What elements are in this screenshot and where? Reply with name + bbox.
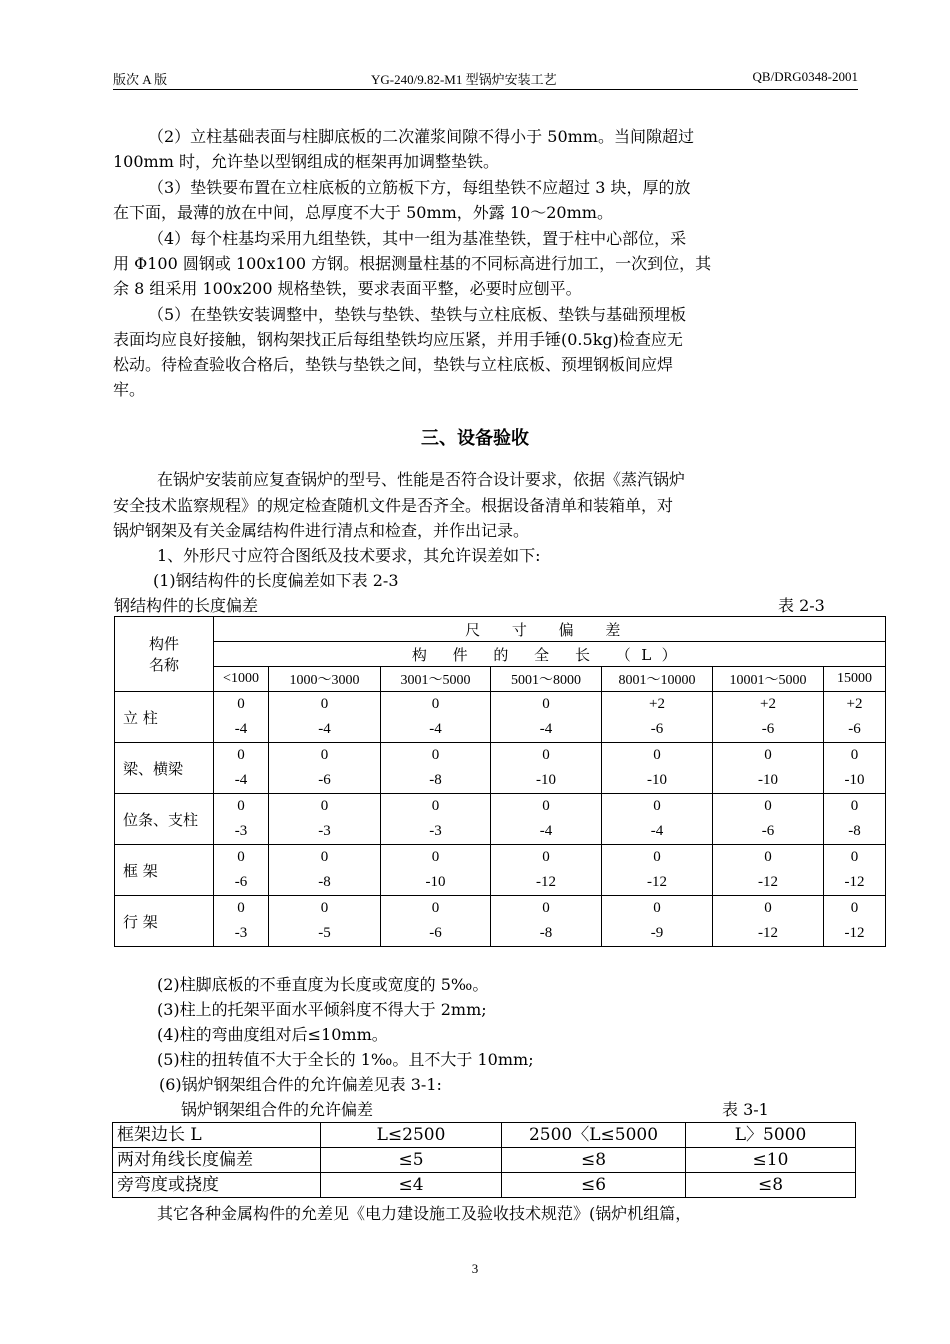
table-caption: 钢结构件的长度偏差 bbox=[114, 596, 259, 615]
tolerance-cell bbox=[602, 845, 713, 896]
lower-tolerance: -12 bbox=[647, 874, 667, 890]
table-cell: ≤6 bbox=[502, 1173, 686, 1198]
tolerance-cell bbox=[713, 845, 824, 896]
tolerance-cell bbox=[824, 692, 886, 743]
frame-assembly-table bbox=[112, 1122, 856, 1198]
lower-tolerance: -3 bbox=[318, 823, 331, 839]
table-row bbox=[115, 743, 886, 794]
tolerance-cell bbox=[713, 794, 824, 845]
tolerance-cell bbox=[824, 845, 886, 896]
intro-line: 松动。待检查验收合格后，垫铁与垫铁之间，垫铁与立柱底板、预埋钢板间应焊 bbox=[113, 355, 674, 374]
upper-tolerance: 0 bbox=[653, 798, 661, 814]
upper-tolerance: 0 bbox=[850, 849, 859, 865]
section-line: 锅炉钢架及有关金属结构件进行清点和检查，并作出记录。 bbox=[113, 521, 530, 540]
upper-tolerance: 0 bbox=[764, 849, 772, 865]
table-cell: ≤5 bbox=[321, 1148, 502, 1173]
requirement-item: (4)柱的弯曲度组对后≤10mm。 bbox=[157, 1025, 388, 1044]
tolerance-cell bbox=[491, 845, 602, 896]
upper-tolerance: 0 bbox=[320, 696, 329, 712]
section-title: 三、设备验收 bbox=[421, 428, 529, 449]
lower-tolerance: -4 bbox=[429, 721, 442, 737]
closing-line: 其它各种金属构件的允差见《电力建设施工及验收技术规范》(锅炉机组篇， bbox=[157, 1204, 692, 1223]
upper-tolerance: 0 bbox=[431, 849, 440, 865]
tolerance-cell bbox=[491, 743, 602, 794]
lower-tolerance: -12 bbox=[844, 874, 865, 890]
upper-tolerance: 0 bbox=[850, 900, 859, 916]
intro-line: （3）垫铁要布置在立柱底板的立筋板下方，每组垫铁不应超过 3 块，厚的放 bbox=[148, 178, 691, 197]
lower-tolerance: -6 bbox=[318, 772, 331, 788]
upper-tolerance: +2 bbox=[846, 696, 863, 712]
header-doc-code: QB/DRG0348-2001 bbox=[752, 69, 858, 84]
upper-tolerance: 0 bbox=[431, 747, 440, 763]
intro-line: 100mm 时，允许垫以型钢组成的框架再加调整垫铁。 bbox=[113, 152, 499, 171]
upper-tolerance: 0 bbox=[431, 696, 440, 712]
tolerance-cell bbox=[214, 845, 269, 896]
tolerance-cell bbox=[214, 794, 269, 845]
tolerance-cell bbox=[381, 896, 491, 947]
column-header: 3001～5000 bbox=[381, 667, 491, 692]
tolerance-cell bbox=[381, 692, 491, 743]
lower-tolerance: -12 bbox=[536, 874, 556, 890]
row-label: 立 柱 bbox=[115, 692, 214, 743]
upper-tolerance: 0 bbox=[237, 798, 245, 814]
upper-tolerance: 0 bbox=[850, 798, 859, 814]
intro-line: 表面均应良好接触，钢构架找正后每组垫铁均应压紧，并用手锤(0.5kg)检查应无 bbox=[113, 330, 683, 349]
table-row bbox=[115, 692, 886, 743]
section-line: 1、外形尺寸应符合图纸及技术要求，其允许误差如下: bbox=[157, 546, 541, 565]
requirement-item: (3)柱上的托架平面水平倾斜度不得大于 2mm; bbox=[157, 1000, 487, 1019]
lower-tolerance: -10 bbox=[844, 772, 865, 788]
intro-line: （4）每个柱基均采用九组垫铁，其中一组为基准垫铁，置于柱中心部位，采 bbox=[148, 229, 687, 248]
lower-tolerance: -6 bbox=[429, 925, 442, 941]
column-header: 15000 bbox=[824, 667, 886, 692]
intro-line: 余 8 组采用 100x200 规格垫铁，要求表面平整，必要时应刨平。 bbox=[113, 279, 582, 298]
lower-tolerance: -12 bbox=[758, 874, 778, 890]
intro-line: （2）立柱基础表面与柱脚底板的二次灌浆间隙不得小于 50mm。当间隙超过 bbox=[148, 127, 694, 146]
tolerance-cell bbox=[491, 794, 602, 845]
lower-tolerance: -5 bbox=[318, 925, 331, 941]
intro-line: （5）在垫铁安装调整中，垫铁与垫铁、垫铁与立柱底板、垫铁与基础预埋板 bbox=[148, 305, 687, 324]
column-header: L≤2500 bbox=[321, 1123, 502, 1148]
tolerance-cell bbox=[269, 896, 381, 947]
lower-tolerance: -6 bbox=[234, 874, 248, 890]
tolerance-cell bbox=[713, 692, 824, 743]
lower-tolerance: -4 bbox=[234, 721, 248, 737]
table-number: 表 3-1 bbox=[722, 1100, 769, 1119]
tolerance-cell bbox=[269, 794, 381, 845]
component-name-header: 构件 名称 bbox=[115, 617, 214, 692]
lower-tolerance: -8 bbox=[539, 925, 553, 941]
tolerance-cell bbox=[491, 692, 602, 743]
lower-tolerance: -4 bbox=[539, 721, 553, 737]
tolerance-cell bbox=[381, 794, 491, 845]
upper-tolerance: 0 bbox=[764, 798, 772, 814]
column-header: 5001～8000 bbox=[491, 667, 602, 692]
length-deviation-table bbox=[114, 616, 886, 947]
upper-tolerance: 0 bbox=[542, 798, 550, 814]
intro-line: 在下面，最薄的放在中间，总厚度不大于 50mm，外露 10～20mm。 bbox=[113, 203, 613, 222]
lower-tolerance: -10 bbox=[536, 772, 556, 788]
lower-tolerance: -6 bbox=[650, 721, 664, 737]
upper-tolerance: +2 bbox=[760, 696, 776, 712]
header-doc-title: YG-240/9.82-M1 型锅炉安装工艺 bbox=[371, 72, 557, 87]
tolerance-cell bbox=[602, 896, 713, 947]
lower-tolerance: -3 bbox=[429, 823, 442, 839]
upper-tolerance: 0 bbox=[431, 798, 440, 814]
tolerance-cell bbox=[713, 743, 824, 794]
row-label: 两对角线长度偏差 bbox=[113, 1148, 321, 1173]
upper-tolerance: 0 bbox=[542, 900, 550, 916]
lower-tolerance: -4 bbox=[539, 823, 553, 839]
lower-tolerance: -6 bbox=[848, 721, 861, 737]
column-header: L〉5000 bbox=[686, 1123, 856, 1148]
upper-tolerance: 0 bbox=[764, 747, 772, 763]
row-label: 旁弯度或挠度 bbox=[113, 1173, 321, 1198]
upper-tolerance: 0 bbox=[542, 696, 550, 712]
column-header: 框架边长 L bbox=[113, 1123, 321, 1148]
upper-tolerance: 0 bbox=[431, 900, 440, 916]
section-line: 安全技术监察规程》的规定检查随机文件是否齐全。根据设备清单和装箱单，对 bbox=[113, 496, 674, 515]
lower-tolerance: -4 bbox=[234, 772, 248, 788]
lower-tolerance: -4 bbox=[318, 721, 331, 737]
tolerance-cell bbox=[214, 692, 269, 743]
intro-line: 用 Φ100 圆钢或 100x100 方钢。根据测量柱基的不同标高进行加工，一次到位，其 bbox=[113, 254, 712, 273]
upper-tolerance: 0 bbox=[542, 849, 550, 865]
lower-tolerance: -9 bbox=[650, 925, 664, 941]
lower-tolerance: -12 bbox=[758, 925, 778, 941]
requirement-item: (6)锅炉钢架组合件的允许偏差见表 3-1: bbox=[159, 1075, 442, 1094]
column-header: 10001～5000 bbox=[713, 667, 824, 692]
table-number: 表 2-3 bbox=[778, 596, 825, 615]
table-row bbox=[115, 794, 886, 845]
tolerance-cell bbox=[824, 743, 886, 794]
lower-tolerance: -6 bbox=[761, 721, 775, 737]
table-row bbox=[115, 896, 886, 947]
tolerance-cell bbox=[491, 896, 602, 947]
row-label: 梁、横梁 bbox=[115, 743, 214, 794]
table-cell: ≤4 bbox=[321, 1173, 502, 1198]
upper-tolerance: 0 bbox=[320, 798, 329, 814]
full-length-header: 构 件 的 全 长 （L） bbox=[214, 642, 886, 667]
tolerance-cell bbox=[214, 743, 269, 794]
tolerance-cell bbox=[602, 794, 713, 845]
lower-tolerance: -10 bbox=[647, 772, 667, 788]
table-row bbox=[115, 845, 886, 896]
tolerance-cell bbox=[269, 845, 381, 896]
column-header: <1000 bbox=[214, 667, 269, 692]
lower-tolerance: -4 bbox=[650, 823, 664, 839]
upper-tolerance: 0 bbox=[653, 900, 661, 916]
lower-tolerance: -10 bbox=[425, 874, 446, 890]
row-label: 框 架 bbox=[115, 845, 214, 896]
upper-tolerance: 0 bbox=[542, 747, 550, 763]
table-cell: ≤8 bbox=[502, 1148, 686, 1173]
lower-tolerance: -3 bbox=[234, 823, 248, 839]
table-caption: 锅炉钢架组合件的允许偏差 bbox=[181, 1100, 374, 1119]
upper-tolerance: 0 bbox=[653, 747, 661, 763]
upper-tolerance: 0 bbox=[850, 747, 859, 763]
lower-tolerance: -10 bbox=[758, 772, 778, 788]
table-row bbox=[113, 1173, 856, 1198]
intro-line: 牢。 bbox=[113, 380, 146, 399]
tolerance-cell bbox=[269, 743, 381, 794]
upper-tolerance: 0 bbox=[237, 900, 245, 916]
tolerance-cell bbox=[824, 794, 886, 845]
section-line: (1)钢结构件的长度偏差如下表 2-3 bbox=[153, 571, 399, 590]
upper-tolerance: +2 bbox=[649, 696, 665, 712]
size-deviation-header: 尺 寸 偏 差 bbox=[214, 617, 886, 642]
table-row bbox=[113, 1148, 856, 1173]
lower-tolerance: -8 bbox=[318, 874, 331, 890]
header-edition: 版次 A 版 bbox=[113, 72, 168, 87]
tolerance-cell bbox=[602, 692, 713, 743]
page-number: 3 bbox=[471, 1261, 479, 1276]
tolerance-cell bbox=[381, 743, 491, 794]
table-cell: ≤10 bbox=[686, 1148, 856, 1173]
upper-tolerance: 0 bbox=[320, 900, 329, 916]
table-cell: ≤8 bbox=[686, 1173, 856, 1198]
upper-tolerance: 0 bbox=[764, 900, 772, 916]
upper-tolerance: 0 bbox=[237, 696, 245, 712]
upper-tolerance: 0 bbox=[653, 849, 661, 865]
row-label: 位条、支柱 bbox=[115, 794, 214, 845]
lower-tolerance: -6 bbox=[761, 823, 775, 839]
column-header: 2500〈L≤5000 bbox=[502, 1123, 686, 1148]
lower-tolerance: -12 bbox=[844, 925, 865, 941]
requirement-item: (2)柱脚底板的不垂直度为长度或宽度的 5‰。 bbox=[157, 975, 489, 994]
tolerance-cell bbox=[602, 743, 713, 794]
upper-tolerance: 0 bbox=[237, 747, 245, 763]
section-line: 在锅炉安装前应复查锅炉的型号、性能是否符合设计要求，依据《蒸汽锅炉 bbox=[157, 470, 686, 489]
header-divider bbox=[113, 89, 858, 90]
column-header: 1000～3000 bbox=[269, 667, 381, 692]
upper-tolerance: 0 bbox=[320, 747, 329, 763]
tolerance-cell bbox=[824, 896, 886, 947]
lower-tolerance: -3 bbox=[234, 925, 248, 941]
requirement-item: (5)柱的扭转值不大于全长的 1‰。且不大于 10mm; bbox=[157, 1050, 534, 1069]
upper-tolerance: 0 bbox=[237, 849, 245, 865]
tolerance-cell bbox=[381, 845, 491, 896]
lower-tolerance: -8 bbox=[429, 772, 442, 788]
upper-tolerance: 0 bbox=[320, 849, 329, 865]
row-label: 行 架 bbox=[115, 896, 214, 947]
lower-tolerance: -8 bbox=[848, 823, 861, 839]
column-header: 8001～10000 bbox=[602, 667, 713, 692]
tolerance-cell bbox=[713, 896, 824, 947]
tolerance-cell bbox=[214, 896, 269, 947]
tolerance-cell bbox=[269, 692, 381, 743]
table-body bbox=[115, 692, 886, 947]
